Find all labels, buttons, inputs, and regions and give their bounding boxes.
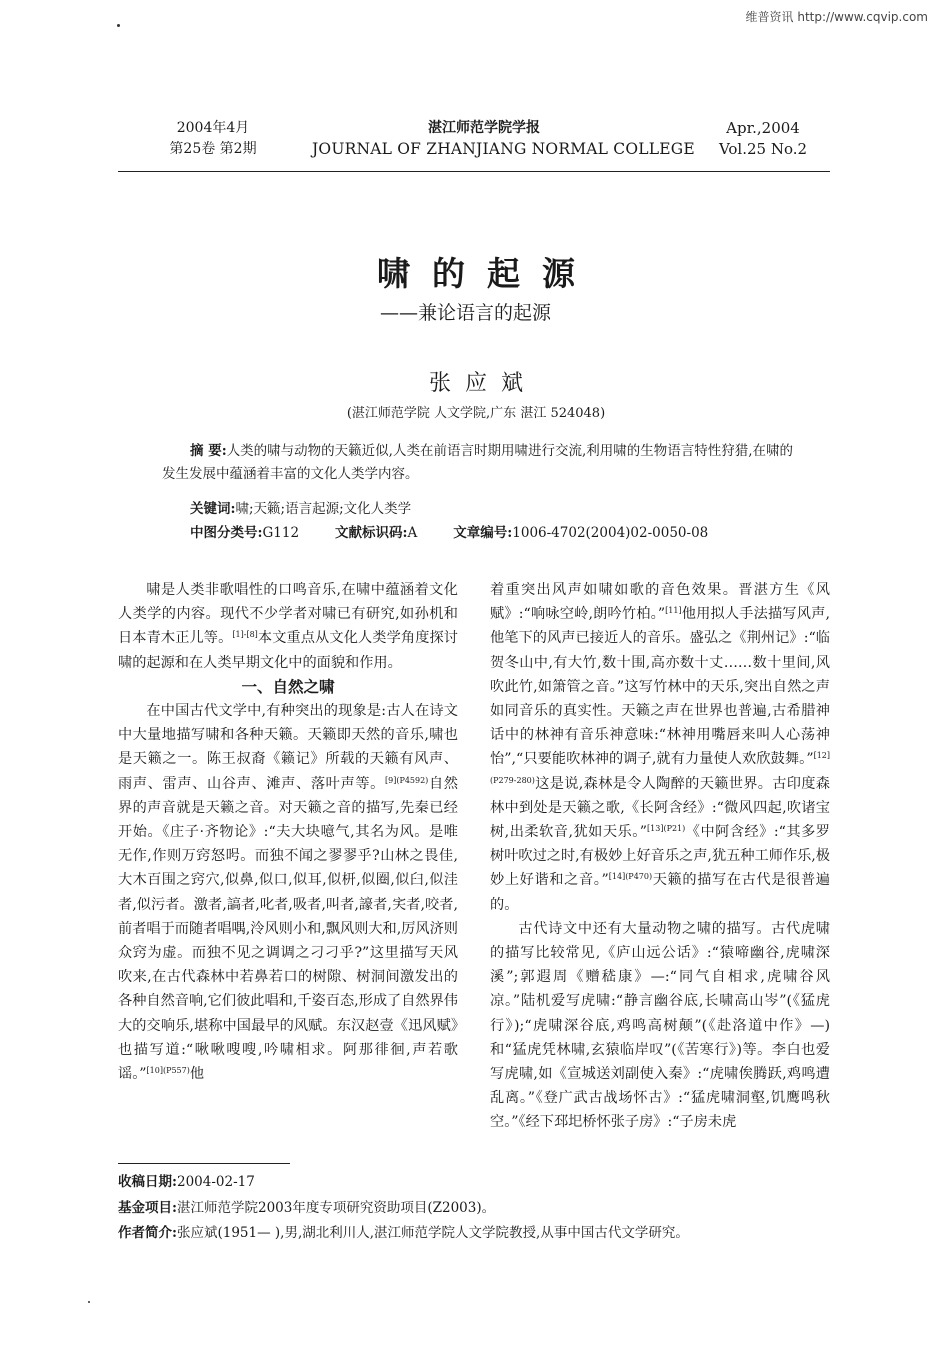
paragraph	[118, 699, 458, 1086]
received-label: 收稿日期:	[118, 1174, 177, 1190]
article-number-value: 1006-4702(2004)02-0050-08	[512, 525, 709, 541]
scan-speck	[117, 24, 120, 27]
citation-ref: [13](P21)	[647, 824, 686, 834]
article-number-label: 文章编号:	[453, 525, 513, 541]
citation-ref: [14](P470)	[608, 872, 653, 882]
issue-date-en: Apr.,2004	[726, 119, 800, 137]
issue-date-cn: 2004年4月	[176, 120, 250, 136]
bio-value: 张应斌(1951— ),男,湖北利川人,湛江师范学院人文学院教授,从事中国古代文学研究。	[176, 1225, 689, 1241]
doc-code-label: 文献标识码:	[335, 525, 408, 541]
abstract-text: 人类的啸与动物的天籁近似,人类在前语言时期用啸进行交流,利用啸的生物语言特性狩猎,在啸的发生发展中蕴涵着丰富的文化人类学内容。	[162, 443, 794, 482]
footnote-rule	[118, 1163, 290, 1164]
journal-issue-date-en	[708, 118, 818, 160]
article-subtitle: ——兼论语言的起源	[380, 302, 552, 324]
citation-ref: [10](P557)	[146, 1066, 190, 1076]
journal-issue-date	[158, 118, 268, 160]
paragraph-text: 天籁的描写在古代是很普遍的。	[490, 872, 830, 913]
citation-ref: [12](P279-280)	[490, 751, 830, 785]
author-name: 张应斌	[428, 371, 537, 396]
footnote-fund	[118, 1196, 495, 1216]
paragraph-text: 在中国古代文学中,有种突出的现象是:古人在诗文中大量地描写啸和各种天籁。天籁即天然的音乐,啸也是天籁之一。陈王叔裔《籁记》所载的天籁有风声、雨声、雷声、山谷声、滩声、落叶声等。	[118, 703, 458, 792]
journal-name-en: JOURNAL OF ZHANJIANG NORMAL COLLEGE	[312, 140, 695, 158]
abstract	[162, 440, 802, 486]
paragraph-text: 本文重点从文化人类学角度探讨啸的起源和在人类早期文化中的面貌和作用。	[118, 630, 458, 671]
paragraph	[118, 578, 458, 675]
clc-value: G112	[262, 525, 300, 541]
volume-issue-en: Vol.25 No.2	[718, 140, 808, 158]
paragraph-text: 这是说,森林是令人陶醉的天籁世界。古印度森林中到处是天籁之歌,《长阿含经》:“微风四起,吹诸宝树,出柔软音,犹如天乐。”	[490, 775, 830, 841]
header-rule	[118, 171, 830, 172]
citation-ref: [9](P4592)	[384, 775, 429, 785]
author-affiliation: (湛江师范学院 人文学院,广东 湛江 524048)	[346, 406, 606, 421]
paragraph-text: 自然界的声音就是天籁之音。对天籁之音的描写,先秦已经开始。《庄子·齐物论》:“夫大块噫气,其名为风。是唯无作,作则万窍怒呺。而独不闻之翏翏乎?山林之畏佳,大木百围之窍穴,似鼻,似口,似耳,似枅,似圈,似臼,似洼者,似污者。激者,謞者,叱者,吸者,叫者,譹者,宎者,咬者,前者唱于而随者唱喁,泠风则小和,飘风则大和,厉风济则众窍为虚。而独不见之调调之刁刁乎?”这里描写天风吹来,在古代森林中若鼻若口的树隙、树洞间激发出的各种自然音响,它们彼此唱和,千姿百态,形成了自然界伟大的交响乐,堪称中国最早的风赋。东汉赵壹《迅风赋》也描写道:“啾啾嗖嗖,吟啸相求。阿那徘徊,声若歌谣。”	[118, 775, 458, 1083]
classification-line	[190, 521, 708, 541]
scan-speck	[88, 1301, 90, 1303]
fund-label: 基金项目:	[118, 1200, 177, 1216]
paragraph-text: 《中阿含经》:“其多罗树叶吹过之时,有极妙上好音乐之声,犹五种工师作乐,极妙上好谐和之音。”	[490, 824, 830, 889]
clc-label: 中图分类号:	[190, 525, 263, 541]
citation-ref: [11]	[665, 606, 682, 616]
footnote-author-bio	[118, 1221, 689, 1241]
paragraph-text: 他	[189, 1066, 205, 1083]
article-title: 啸的起源	[377, 254, 597, 293]
journal-name-cn: 湛江师范学院学报	[428, 120, 540, 136]
abstract-label: 摘 要:	[190, 443, 227, 459]
fund-value: 湛江师范学院2003年度专项研究资助项目(Z2003)。	[176, 1200, 496, 1216]
paragraph-text: 啸是人类非歌唱性的口鸣音乐,在啸中蕴涵着文化人类学的内容。现代不少学者对啸已有研究,如孙机和日本青木正儿等。	[118, 582, 458, 647]
bio-label: 作者简介:	[118, 1225, 177, 1241]
keywords-label: 关键词:	[190, 501, 236, 517]
keywords	[190, 497, 411, 517]
journal-name	[312, 118, 695, 160]
volume-issue-cn: 第25卷 第2期	[169, 141, 257, 157]
paragraph	[490, 578, 830, 917]
paragraph-text: 他用拟人手法描写风声,他笔下的风声已接近人的音乐。盛弘之《荆州记》:“临贺冬山中,有大竹,数十围,高亦数十丈……数十里间,风吹此竹,如箫管之音。”这写竹林中的天乐,突出自然之声如同音乐的真实性。天籁之声在世界也普遍,古希腊神话中的林神有音乐神意味:“林神用嘴唇来叫人心荡神怡”,“只要能吹林神的调子,就有力量使人欢欣鼓舞。”	[490, 606, 830, 768]
keywords-text: 啸;天籁;语言起源;文化人类学	[235, 501, 412, 517]
footnote-received	[118, 1170, 255, 1190]
doc-code-value: A	[407, 525, 418, 541]
received-value: 2004-02-17	[176, 1174, 255, 1190]
section-heading: 一、自然之啸	[241, 676, 335, 696]
body-column-left	[118, 578, 458, 1086]
citation-ref: [1]-[8]	[232, 630, 258, 640]
paragraph: 古代诗文中还有大量动物之啸的描写。古代虎啸的描写比较常见,《庐山远公话》:“猿啼幽谷,虎啸深溪”;郭遐周《赠嵇康》—:“同气自相求,虎啸谷风凉。”陆机爱写虎啸:“静言幽谷底,长啸高山岑”(《猛虎行》);“虎啸深谷底,鸡鸣高树颠”(《赴洛道中作》—)和“猛虎凭林啸,玄猿临岸叹”(《苦寒行》)等。李白也爱写虎啸,如《宣城送刘副使入秦》:“虎啸俟腾跃,鸡鸣遭乱离。”《登广武古战场怀古》:“猛虎啸洞壑,饥鹰鸣秋空。”《经下邳圯桥怀张子房》:“子房未虎	[490, 920, 830, 1131]
paragraph-text: 着重突出风声如啸如歌的音色效果。晋湛方生《风赋》:“响咏空岭,朗吟竹柏。”	[490, 582, 830, 623]
watermark: 维普资讯 http://www.cqvip.com	[745, 10, 928, 24]
body-column-right	[490, 578, 830, 1135]
